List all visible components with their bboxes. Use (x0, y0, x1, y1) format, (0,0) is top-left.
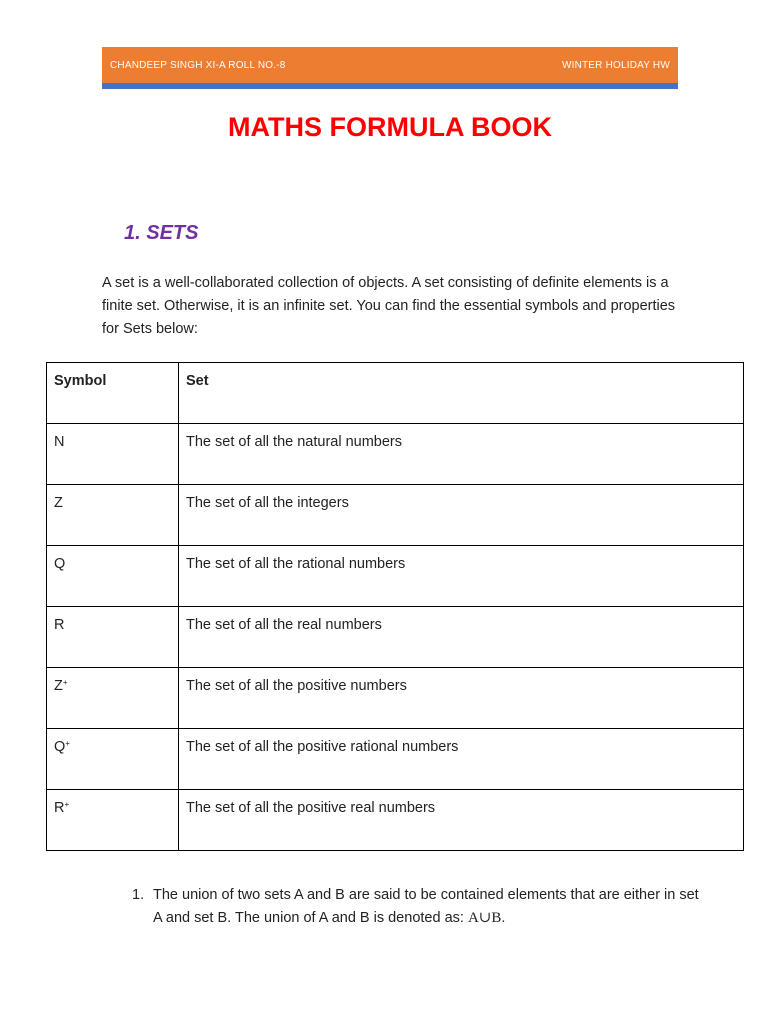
symbol-cell (47, 424, 179, 485)
list-item-end: . (501, 910, 506, 926)
section-heading-sets: 1. SETS (124, 222, 199, 244)
table-row (47, 729, 744, 790)
description-cell: The set of all the positive real numbers (179, 790, 744, 851)
header-cell-set: Set (179, 363, 744, 424)
page-header-band (102, 47, 678, 83)
description-cell: The set of all the rational numbers (179, 546, 744, 607)
table-row (47, 790, 744, 851)
symbol-cell (47, 729, 179, 790)
table-header-row (47, 363, 744, 424)
symbol-superscript: + (62, 678, 68, 687)
list-item-text: The union of two sets A and B are said to be contained elements that are either in set A and set B. The union of A and B is denoted as: (153, 887, 699, 926)
table-row (47, 607, 744, 668)
description-cell: The set of all the natural numbers (179, 424, 744, 485)
symbol-cell (47, 668, 179, 729)
symbol-text: N (54, 434, 65, 450)
header-left-text: CHANDEEP SINGH XI-A ROLL NO.-8 (110, 59, 286, 71)
symbol-cell (47, 607, 179, 668)
symbol-superscript: + (65, 739, 70, 748)
properties-list (132, 884, 702, 930)
symbol-cell (47, 790, 179, 851)
symbol-text: Z (54, 495, 63, 511)
list-item (132, 884, 702, 930)
header-right-text: WINTER HOLIDAY HW (561, 59, 670, 71)
description-cell: The set of all the real numbers (179, 607, 744, 668)
symbol-text: R (54, 800, 65, 816)
symbol-text: Q (54, 556, 66, 572)
header-cell-symbol: Symbol (47, 363, 179, 424)
table-row (47, 485, 744, 546)
description-cell: The set of all the integers (179, 485, 744, 546)
header-rule (102, 83, 678, 89)
sets-symbol-table (46, 362, 744, 851)
description-cell: The set of all the positive numbers (179, 668, 744, 729)
symbol-superscript: + (64, 800, 70, 809)
table-row (47, 668, 744, 729)
symbol-cell (47, 546, 179, 607)
intro-paragraph: A set is a well-collaborated collection of objects. A set consisting of definite elements is a finite set. Otherwise, it is an infinite set. You can find the essential symbols and properties for Sets below: (102, 275, 676, 337)
table-row (47, 546, 744, 607)
union-expression: A∪B (467, 910, 502, 926)
description-cell: The set of all the positive rational numbers (179, 729, 744, 790)
symbol-text: R (54, 617, 65, 633)
symbol-cell (47, 485, 179, 546)
list-item-number: 1. (132, 887, 145, 903)
document-title: MATHS FORMULA BOOK (228, 112, 552, 142)
symbol-text: Z (54, 678, 63, 694)
symbol-text: Q (54, 739, 66, 755)
table-row (47, 424, 744, 485)
